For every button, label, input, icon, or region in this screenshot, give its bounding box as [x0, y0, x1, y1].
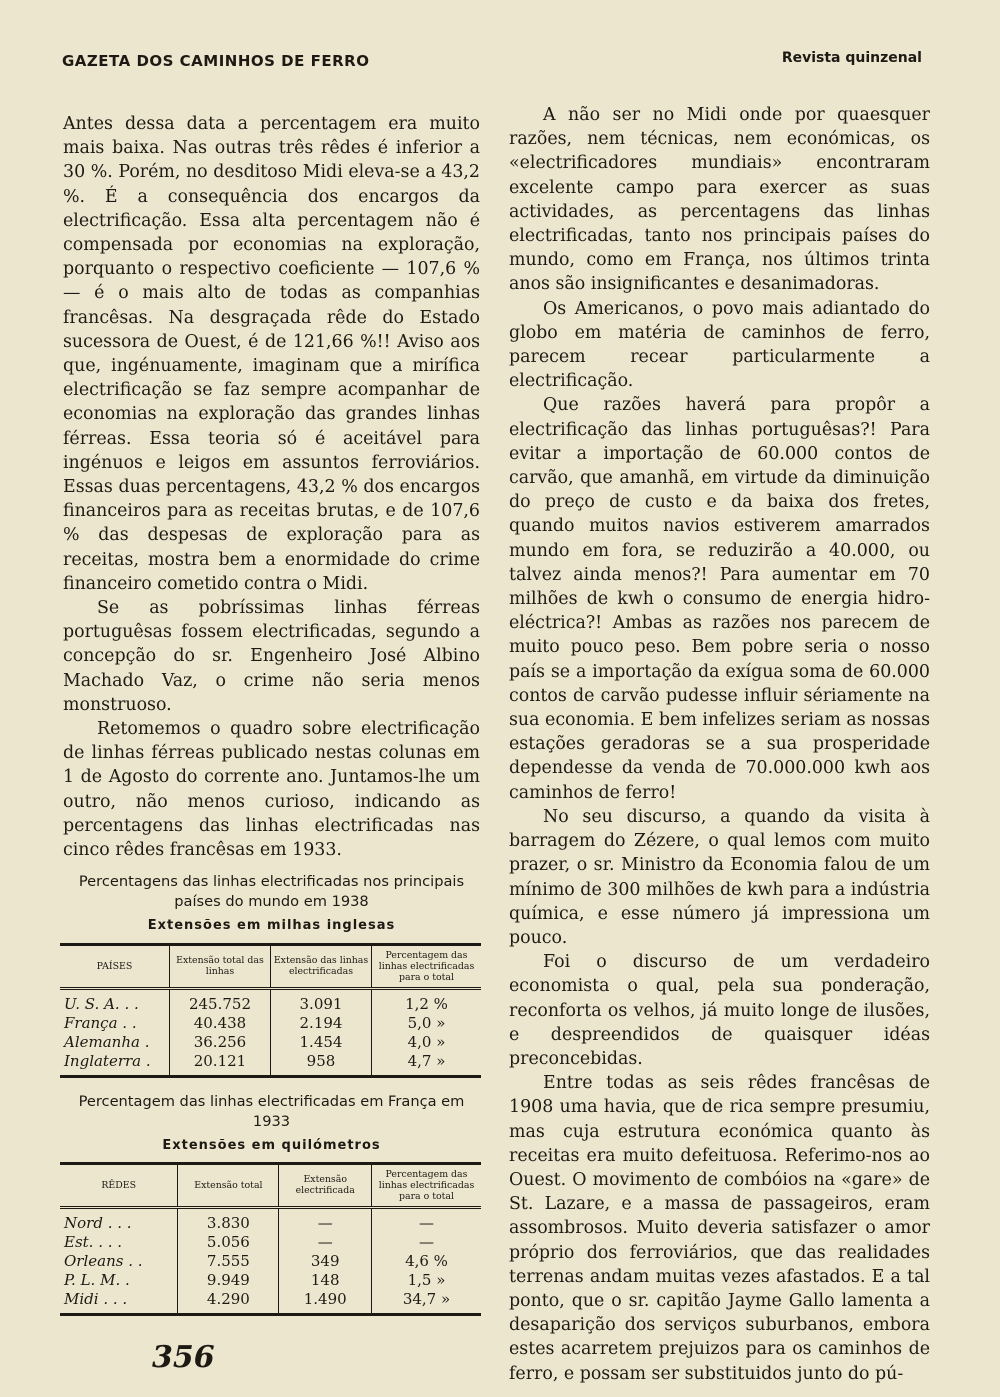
table-cell: 958	[270, 1052, 371, 1077]
table-row	[60, 1233, 481, 1252]
table-row	[60, 1207, 481, 1233]
table-caption: Percentagem das linhas electrificadas em França em 1933	[78, 1092, 465, 1130]
column-header: Percentagem das linhas electrificadas para o total	[372, 1163, 481, 1207]
table-cell: Est. . . .	[64, 1232, 123, 1251]
table-row	[60, 1014, 481, 1033]
table-cell: Nord . . .	[64, 1213, 132, 1232]
column-header: PAÍSES	[96, 960, 133, 972]
table-row	[60, 1052, 481, 1077]
table-cell: Alemanha .	[64, 1032, 150, 1051]
column-header: Extensão das linhas electrificadas	[270, 944, 371, 988]
table-cell: Midi . . .	[64, 1289, 128, 1308]
table-cell: 34,7 »	[372, 1290, 481, 1315]
table-cell: 349	[279, 1252, 372, 1271]
table-cell: —	[279, 1207, 372, 1233]
table-cell: 40.438	[169, 1014, 270, 1033]
table-row	[60, 988, 481, 1014]
table-cell: 9.949	[178, 1271, 279, 1290]
table-cell: 4,7 »	[372, 1052, 481, 1077]
column-header: RÊDES	[101, 1179, 137, 1191]
left-column	[63, 112, 480, 1316]
table-cell: 7.555	[178, 1252, 279, 1271]
paragraph: Foi o discurso de um verdadeiro economista o qual, pela sua ponderação, reconforta os velhos, já muito longe de ilusões, e despreendidos de quaisquer idéas preconcebidas.	[509, 952, 930, 1069]
table-subcaption: Extensões em milhas inglesas	[147, 918, 396, 934]
table-subcaption: Extensões em quilómetros	[162, 1137, 381, 1153]
table-row	[60, 1271, 481, 1290]
table-header-row	[60, 1163, 481, 1207]
column-header: Extensão electrificada	[279, 1163, 372, 1207]
column-header: Percentagem das linhas electrificadas para o total	[372, 944, 481, 988]
table-cell: 20.121	[169, 1052, 270, 1077]
table-cell: 4,0 »	[372, 1033, 481, 1052]
table-cell: 5.056	[178, 1233, 279, 1252]
table-cell: 3.830	[178, 1207, 279, 1233]
countries-electrification-table	[60, 943, 481, 1078]
table-cell: P. L. M. .	[64, 1270, 130, 1289]
paragraph: Entre todas as seis rêdes francêsas de 1908 uma havia, que de rica sempre presumiu, mas cuja estrutura económica quanto às receitas era muito defeituosa. Referimo-nos ao Ouest. O movimento de combóios na «gare» de St. Lazare, e a massa de passageiros, eram assombrosos. Muito deveria satisfazer o amor próprio dos ferroviários, que das realidades terrenas andam muitas vezes afastados. E a tal ponto, que o sr. capitão Jayme Gallo lamenta a desaparição dos serviços suburbanos, embora estes acarretem prejuizos para os caminhos de ferro, e possam ser substituidos junto do pú-	[509, 1073, 930, 1384]
paragraph: Que razões haverá para propôr a electrificação das linhas portuguêsas?! Para evitar a importação de 60.000 contos de carvão, que amanhã, em virtude da diminuição do preço de custo e da baixa dos fretes, quando muitos navios estiverem amarrados mundo em fora, se reduzirão a 40.000, ou talvez ainda menos?! Para aumentar em 70 milhões de kwh o consumo de energia hidro-eléctrica?! Ambas as razões nos parecem de muito pouco peso. Bem pobre seria o nosso país se a importação da exígua soma de 60.000 contos de carvão pudesse influir sériamente na sua economia. E bem infelizes seriam as nossas estações geradoras se a sua prosperidade dependesse da venda de 70.000.000 kwh aos caminhos de ferro!	[509, 395, 930, 803]
table-cell: 245.752	[169, 988, 270, 1014]
paragraph: Retomemos o quadro sobre electrificação de linhas férreas publicado nestas colunas em 1 de Agosto do corrente ano. Juntamos-lhe um outro, não menos curioso, indicando as percentagens das linhas electrificadas nas cinco rêdes francêsas em 1933.	[63, 719, 480, 861]
paragraph: Os Americanos, o povo mais adiantado do globo em matéria de caminhos de ferro, parecem recear particularmente a electrificação.	[509, 298, 930, 392]
paragraph: Se as pobríssimas linhas férreas portuguêsas fossem electrificadas, segundo a concepção do sr. Engenheiro José Albino Machado Vaz, o crime não seria menos monstruoso.	[63, 598, 480, 715]
table-row	[60, 1252, 481, 1271]
table-cell: 1.490	[279, 1290, 372, 1315]
table-cell: U. S. A. . .	[64, 994, 139, 1013]
table-cell: França . .	[64, 1013, 137, 1032]
column-header: Extensão total	[178, 1163, 279, 1207]
table-cell: 4,6 %	[372, 1252, 481, 1271]
table-header-row	[60, 944, 481, 988]
table-caption: Percentagens das linhas electrificadas nos principais países do mundo em 1938	[78, 873, 465, 911]
table-cell: 3.091	[270, 988, 371, 1014]
table-cell: 1,2 %	[372, 988, 481, 1014]
table-row	[60, 1290, 481, 1315]
table-cell: —	[372, 1233, 481, 1252]
running-header-subtitle: Revista quinzenal	[781, 50, 922, 66]
page-number: 356	[152, 1340, 215, 1375]
paragraph: No seu discurso, a quando da visita à barragem do Zézere, o qual lemos com muito prazer, o sr. Ministro da Economia falou de um mínimo de 300 milhões de kwh para a indústria química, e esse número já impressiona um pouco.	[509, 806, 930, 948]
french-networks-table	[60, 1162, 481, 1316]
table-row	[60, 1033, 481, 1052]
right-column	[509, 103, 930, 1386]
paragraph: A não ser no Midi onde por quaesquer razões, nem técnicas, nem económicas, os «electrificadores mundiais» encontraram excelente campo para exercer as suas actividades, as percentagens das linhas electrificadas, tanto nos principais países do mundo, como em França, nos últimos trinta anos são insignificantes e desanimadoras.	[509, 105, 930, 295]
table-cell: 5,0 »	[372, 1014, 481, 1033]
table-cell: 4.290	[178, 1290, 279, 1315]
running-header-title: GAZETA DOS CAMINHOS DE FERRO	[62, 52, 370, 70]
table-cell: 148	[279, 1271, 372, 1290]
table-cell: 2.194	[270, 1014, 371, 1033]
table-cell: 1,5 »	[372, 1271, 481, 1290]
table-cell: —	[279, 1233, 372, 1252]
table-cell: Inglaterra .	[64, 1051, 151, 1070]
paragraph: Antes dessa data a percentagem era muito mais baixa. Nas outras três rêdes é inferior a 30 %. Porém, no desditoso Midi eleva-se a 43,2 %. É a consequência dos encargos da electrificação. Essa alta percentagem não é compensada por economias na exploração, porquanto o respectivo coeficiente — 107,6 % — é o mais alto de todas as companhias francêsas. Na desgraçada rêde do Estado sucessora de Ouest, é de 121,66 %!! Aviso aos que, ingénuamente, imaginam que a mirífica electrificação se faz sempre acompanhar de economias na exploração das grandes linhas férreas. Essa teoria só é aceitável para ingénuos e leigos em assuntos ferroviários. Essas duas percentagens, 43,2 % dos encargos financeiros para as receitas brutas, e de 107,6 % das despesas de exploração para as receitas, mostra bem a enormidade do crime financeiro cometido contra o Midi.	[63, 114, 480, 594]
table-cell: —	[372, 1207, 481, 1233]
table-cell: 36.256	[169, 1033, 270, 1052]
table-cell: Orleans . .	[64, 1251, 143, 1270]
column-header: Extensão total das linhas	[169, 944, 270, 988]
table-cell: 1.454	[270, 1033, 371, 1052]
